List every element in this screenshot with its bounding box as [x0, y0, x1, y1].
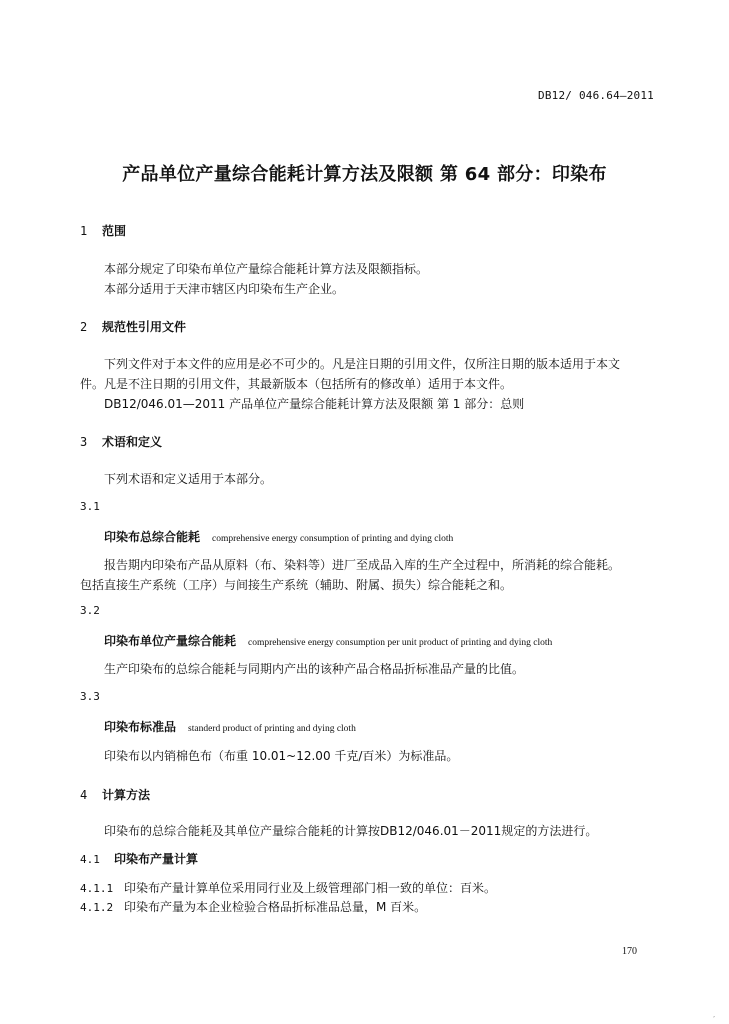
term-entry: [104, 528, 453, 545]
term-english: comprehensive energy consumption of printing and dying cloth: [212, 534, 454, 544]
page-number: 170: [622, 946, 637, 957]
clause-number: 3.2: [80, 604, 100, 617]
paragraph: 下列术语和定义适用于本部分。: [104, 472, 273, 486]
clause-item: [80, 879, 496, 896]
term-english: standerd product of printing and dying cloth: [188, 724, 356, 734]
document-title: 产品单位产量综合能耗计算方法及限额 第 64 部分：印染布: [122, 164, 607, 185]
clause-number: 4.1.1: [80, 882, 114, 895]
term-definition: 生产印染布的总综合能耗与同期内产出的该种产品合格品折标准品产量的比值。: [104, 662, 525, 676]
term-definition: 包括直接生产系统（工序）与间接生产系统（辅助、附属、损失）综合能耗之和。: [80, 578, 513, 592]
term-name: 印染布总综合能耗: [104, 530, 201, 544]
section-title: 规范性引用文件: [102, 320, 187, 334]
normative-reference: DB12/046.01—2011 产品单位产量综合能耗计算方法及限额 第 1 部分：总则: [104, 397, 525, 411]
term-english: comprehensive energy consumption per unit product of printing and dying cloth: [248, 638, 553, 648]
clause-text: 印染布产量计算单位采用同行业及上级管理部门相一致的单位：百米。: [124, 881, 497, 895]
clause-number: 3.1: [80, 500, 100, 513]
paragraph: 本部分规定了印染布单位产量综合能耗计算方法及限额指标。: [104, 262, 429, 276]
clause-number: 3.3: [80, 690, 100, 703]
clause-number: 4.1.2: [80, 901, 114, 914]
section-title: 计算方法: [102, 788, 151, 802]
section-1-heading: [80, 222, 126, 239]
paragraph: 本部分适用于天津市辖区内印染布生产企业。: [104, 282, 345, 296]
term-name: 印染布单位产量综合能耗: [104, 634, 237, 648]
section-number: 3: [80, 435, 88, 449]
section-number: 2: [80, 320, 88, 334]
section-title: 范围: [102, 224, 127, 238]
clause-item: [80, 898, 426, 915]
paragraph: 下列文件对于本文件的应用是必不可少的。凡是注日期的引用文件，仅所注日期的版本适用于本文: [104, 357, 621, 371]
subsection-title: 印染布产量计算: [114, 852, 199, 866]
term-entry: [104, 632, 552, 649]
paragraph: 印染布的总综合能耗及其单位产量综合能耗的计算按DB12/046.01－2011规定的方法进行。: [104, 824, 598, 838]
term-entry: [104, 718, 356, 735]
section-2-heading: [80, 318, 186, 335]
section-3-heading: [80, 433, 162, 450]
term-name: 印染布标准品: [104, 720, 177, 734]
clause-text: 印染布产量为本企业检验合格品折标准品总量，M 百米。: [124, 900, 427, 914]
standard-number: DB12/ 046.64—2011: [538, 89, 654, 102]
paragraph: 件。凡是不注日期的引用文件，其最新版本（包括所有的修改单）适用于本文件。: [80, 377, 513, 391]
section-number: 1: [80, 224, 88, 238]
clause-number: 4.1: [80, 853, 100, 866]
scan-mark: ,: [713, 1012, 715, 1019]
section-4-heading: [80, 786, 150, 803]
subsection-4-1-heading: [80, 850, 198, 867]
section-title: 术语和定义: [102, 435, 163, 449]
term-definition: 印染布以内销棉色布（布重 10.01~12.00 千克/百米）为标准品。: [104, 749, 459, 763]
section-number: 4: [80, 788, 88, 802]
term-definition: 报告期内印染布产品从原料（布、染料等）进厂至成品入库的生产全过程中，所消耗的综合能耗。: [104, 558, 621, 572]
